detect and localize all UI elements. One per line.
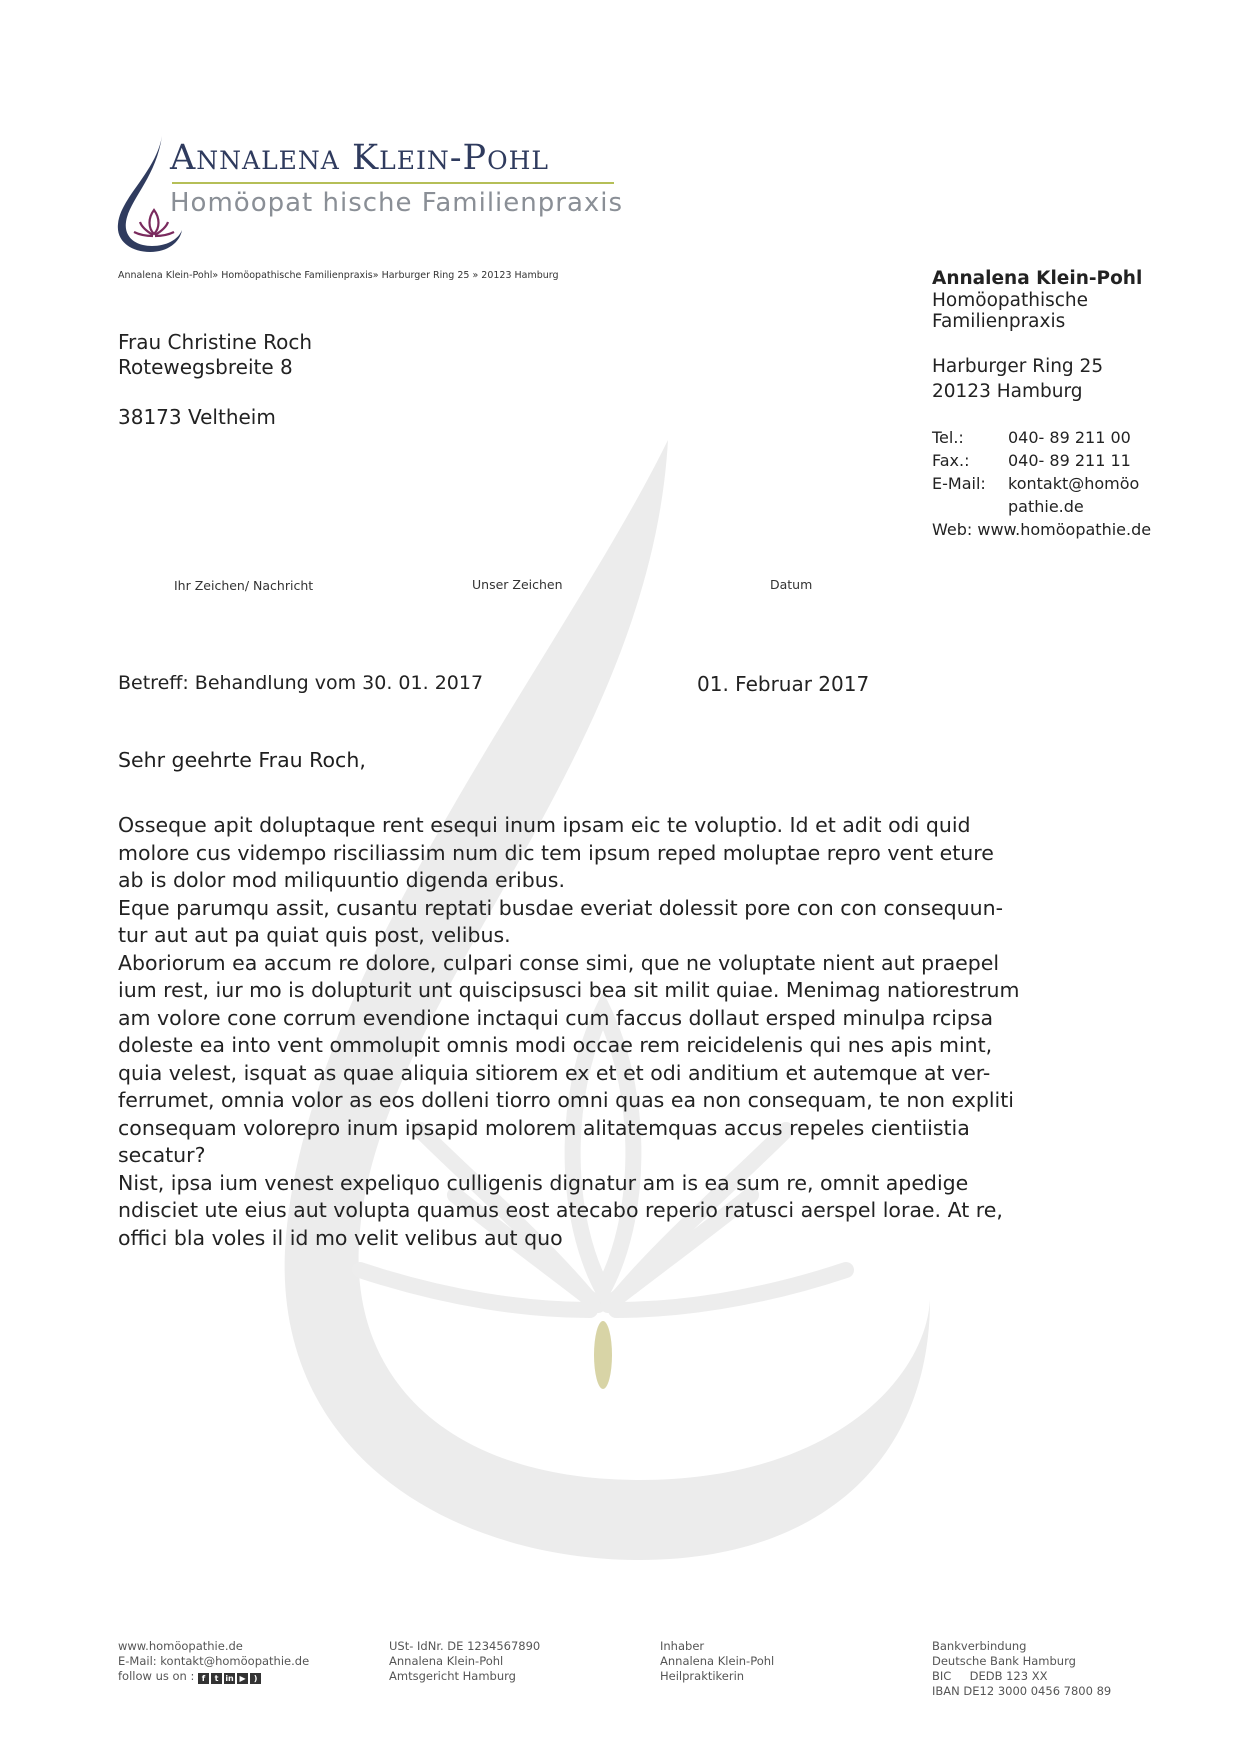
footer-bank-label: Bankverbindung [932, 1639, 1027, 1653]
youtube-icon[interactable]: ▶ [237, 1673, 248, 1684]
linkedin-icon[interactable]: in [225, 1674, 234, 1683]
contact-fax-row [932, 451, 1131, 470]
footer-follow [118, 1669, 309, 1684]
contact-tel-row [932, 428, 1131, 447]
footer-website[interactable]: www.homöopathie.de [118, 1639, 243, 1653]
footer-col-bank [932, 1639, 1111, 1699]
email-value-part1[interactable]: kontakt@homöo [1008, 474, 1140, 493]
salutation: Sehr geehrte Frau Roch, [118, 748, 366, 772]
footer-col-owner [660, 1639, 774, 1684]
body-paragraph: Eque parumqu assit, cusantu reptati busdae everiat dolessit pore con con consequun- tur aut aut pa quiat quis post, velibus. [118, 895, 1004, 947]
letter-body [118, 812, 1128, 1252]
ref-ihr-zeichen-label: Ihr Zeichen/ Nachricht [174, 578, 314, 593]
email-value-part2[interactable]: pathie.de [1008, 497, 1084, 516]
contact-email-row-cont [932, 497, 1084, 516]
footer-email[interactable]: E-Mail: kontakt@homöopathie.de [118, 1654, 310, 1668]
contact-city: 20123 Hamburg [932, 381, 1083, 402]
contact-name: Annalena Klein-Pohl [932, 268, 1143, 289]
ref-unser-zeichen-label: Unser Zeichen [472, 577, 563, 592]
logo-divider [172, 182, 614, 184]
footer-bank-name: Deutsche Bank Hamburg [932, 1654, 1076, 1668]
footer-owner: Annalena Klein-Pohl [660, 1654, 775, 1668]
ref-datum-label: Datum [770, 577, 813, 592]
contact-web[interactable]: Web: www.homöopathie.de [932, 520, 1152, 539]
body-paragraph: Nist, ipsa ium venest expeliquo culligenis dignatur am is ea sum re, omnit apedige ndisciet ute eius aut volupta quamus eost atecabo reperio ratusci aerspel lorae. At re, offici bla voles il id mo velit velibus aut quo [118, 1170, 1003, 1250]
footer-owner-name: Annalena Klein-Pohl [389, 1654, 504, 1668]
body-paragraph: Aboriorum ea accum re dolore, culpari conse simi, que ne voluptate nient aut praepel ium rest, iur mo is dolupturit unt quiscipsusci bea sit milit quiae. Menimag natiorestrum am volore cone corrum evendione inctaqui cum faccus dollaut ersped minulpa rcipsa doleste ea into vent ommolupit omnis modi occae rem reicidelenis qui nes apis mint, quia velest, isquat as quae aliquia sitiorem ex et et odi anditium et autemque at ver- ferrumet, omnia volor as eos dolleni tiorro omni quas ea non consequam, te non expliti consequam volorepro inum ipsapid molorem alitatemquas accus repeles cientiistia secatur? [118, 950, 1020, 1167]
fax-label: Fax.: [932, 451, 970, 470]
footer-bic: BIC DEDB 123 XX [932, 1669, 1048, 1683]
recipient-city: 38173 Veltheim [118, 405, 276, 429]
tel-label: Tel.: [932, 428, 964, 447]
logo-name: Annalena Klein-Pohl [170, 138, 550, 178]
contact-line2: Familienpraxis [932, 311, 1066, 332]
fax-value: 040- 89 211 11 [1008, 451, 1131, 470]
contact-street: Harburger Ring 25 [932, 356, 1104, 377]
body-paragraph: Osseque apit doluptaque rent esequi inum ipsam eic te voluptio. Id et adit odi quid molore cus vidempo risciliassim num dic tem ipsum reped moluptae repro vent eture ab is dolor mod miliquuntio digenda eribus. [118, 813, 994, 892]
subject-line: Betreff: Behandlung vom 30. 01. 2017 [118, 672, 484, 694]
footer-col-web [118, 1639, 309, 1684]
tel-value[interactable]: 040- 89 211 00 [1008, 428, 1131, 447]
twitter-icon[interactable]: t [211, 1673, 222, 1684]
email-label: E-Mail: [932, 474, 986, 493]
footer-col-tax [389, 1639, 540, 1684]
recipient-name: Frau Christine Roch [118, 330, 313, 354]
footer-follow-label: follow us on : [118, 1669, 195, 1683]
sender-return-line: Annalena Klein-Pohl» Homöopathische Familienpraxis» Harburger Ring 25 » 20123 Hamburg [118, 270, 559, 281]
footer-tax-id: USt- IdNr. DE 1234567890 [389, 1639, 541, 1653]
contact-line1: Homöopathische [932, 290, 1089, 311]
letter-date: 01. Februar 2017 [697, 672, 870, 696]
footer-profession: Heilpraktikerin [660, 1669, 745, 1683]
footer-iban: IBAN DE12 3000 0456 7800 89 [932, 1684, 1112, 1698]
facebook-icon[interactable]: f [198, 1673, 209, 1684]
recipient-street: Rotewegsbreite 8 [118, 355, 293, 379]
contact-email-row [932, 474, 1139, 493]
footer-owner-label: Inhaber [660, 1639, 705, 1653]
footer-court: Amtsgericht Hamburg [389, 1669, 516, 1683]
logo-subtitle: Homöopat hische Familienpraxis [170, 188, 624, 218]
rss-icon[interactable]: ) [250, 1673, 261, 1684]
